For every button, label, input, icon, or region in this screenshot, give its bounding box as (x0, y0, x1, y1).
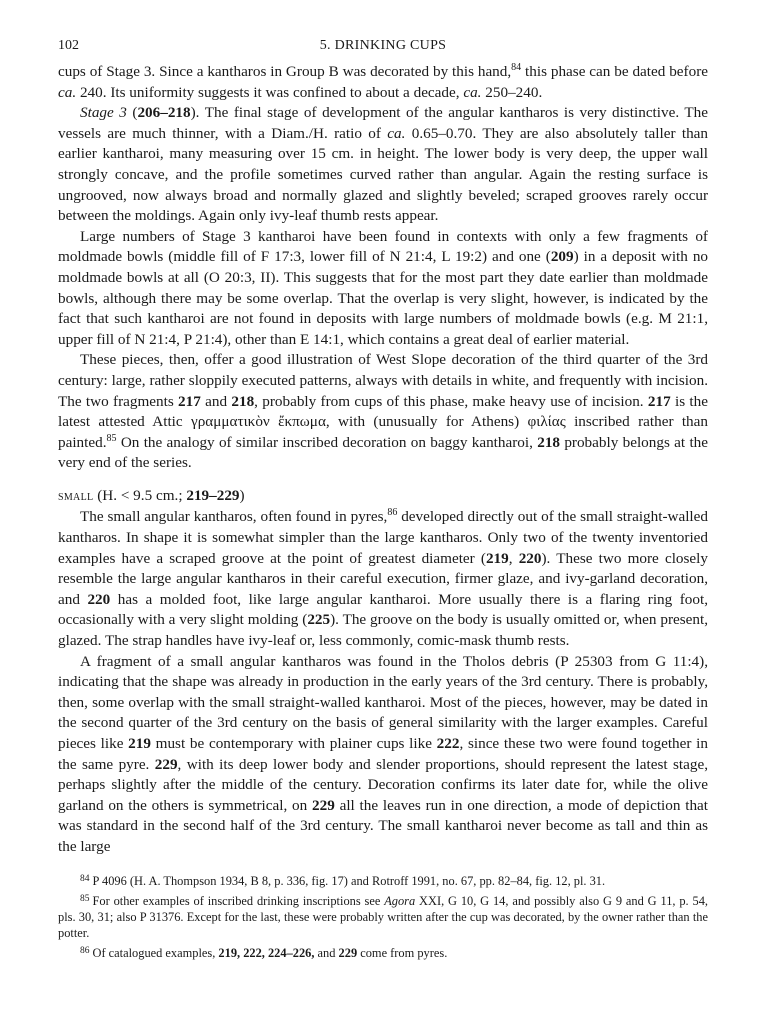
catalog-number: 218 (537, 433, 560, 451)
stage-heading: Stage 3 (80, 104, 127, 122)
footnotes (58, 873, 708, 961)
document-page (58, 36, 708, 965)
footnote-85: $^{85}$ For other examples of inscribed drinking inscriptions see Agora XXI, G 10, G 14, and possibly also G 9 and G 11, p. 54, pls. 30, 31; also P 31376. Except for the last, these were probably written after the cup was decorated, by the owner rather than the potter. (58, 893, 708, 940)
catalog-range: 206–218 (137, 104, 191, 122)
catalog-number: 219 (128, 735, 151, 752)
catalog-range: 219–229 (186, 486, 240, 504)
catalog-number: 225 (307, 611, 331, 629)
paragraph-stage3-intro: cups of Stage 3. Since a kantharos in Group B was decorated by this hand,$^{84}$ this phase can be dated before ca. 240. Its uniformity suggests it was confined to about a decade, ca. 250–240. (58, 62, 708, 101)
catalog-number: 217 (647, 392, 671, 410)
catalog-number: 229 (154, 755, 178, 773)
footnote-ref-84[interactable]: 84 (511, 62, 522, 73)
paragraph-contexts: Large numbers of Stage 3 kantharoi have been found in contexts with only a few fragments of moldmade bowls (middle fill of F 17:3, lower fill of N 21:4, L 19:2) and one (209) in a deposit with no moldmade bowls at all (O 20:3, II). This suggests that for the most part they date earlier than moldmade bowls, although there may be some overlap. That the overlap is very slight, however, is indicated by the fact that such kantharoi are not found in deposits with large numbers of moldmade bowls (e.g. M 21:1, upper fill of N 21:4, P 21:4), other than E 14:1, which contains a great deal of earlier material. (58, 227, 709, 348)
footnote-ref-85[interactable]: 85 (106, 432, 117, 444)
paragraph-small-kantharos: The small angular kantharos, often found in pyres,$^{86}$ developed directly out of the small straight-walled kantharos. In shape it is somewhat simpler than the large kantharos. Only two of the twenty inventoried examples have a scraped groove at the point of greatest diameter (219, 220). These two more closely resemble the large angular kantharos in their careful execution, firmer glaze, and ivy-garland decoration, and 220 has a molded foot, like large angular kantharoi. More usually there is a flaring ring foot, occasionally with a very slight molding (225). The groove on the body is usually omitted or, when present, glazed. The strap handles have ivy-leaf or, less commonly, comic-mask thumb rests. (58, 507, 709, 650)
catalog-number: 218 (231, 392, 255, 410)
page-number: 102 (58, 38, 79, 53)
catalog-number: 222 (436, 735, 460, 752)
running-head: 5. DRINKING CUPS (319, 38, 447, 53)
paragraph-west-slope: These pieces, then, offer a good illustration of West Slope decoration of the third quarter of the 3rd century: large, rather sloppily executed patterns, always with details in white, and frequently with incision. The two fragments 217 and 218, probably from cups of this phase, make heavy use of incision. 217 is the latest attested Attic γραμματικὸν ἔκπωμα, with (unusually for Athens) φιλίας inscribed rather than painted.$^{85}$ On the analogy of similar inscribed decoration on baggy kantharoi, 218 probably belongs at the very end of the series. (58, 351, 709, 472)
footnote-ref-86[interactable]: 86 (387, 507, 398, 519)
catalog-number: 209 (550, 248, 574, 266)
catalog-number: 220 (87, 590, 111, 608)
paragraph-tholos-fragment: A fragment of a small angular kantharos was found in the Tholos debris (P 25303 from G 11:4), indicating that the shape was already in production in the early years of the 3rd century. There is probably, then, some overlap with the small straight-walled kantharoi. Most of the pieces, however, may be dated in the second quarter of the 3rd century on the basis of general similarity with the larger examples. Careful pieces like 219 must be contemporary with plainer cups like 222, since these two were found together in the same pyre. 229, with its deep lower body and slender proportions, should represent the latest stage, perhaps slightly after the middle of the century. Decoration confirms its later date for, while the olive garland on the others is symmetrical, on 229 all the leaves run in one direction, a mode of depiction that was standard in the second half of the 3rd century. The small kantharoi never become as tall and thin as the large (58, 652, 708, 855)
catalog-number: 217 (178, 392, 201, 410)
catalog-number: 229 (312, 796, 335, 814)
paragraph-stage3: Stage 3 (206–218). The final stage of development of the angular kantharos is very distinctive. The vessels are much thinner, with a Diam./H. ratio of ca. 0.65–0.70. They are also absolutely taller than earlier kantharoi, many measuring over 15 cm. in height. The lower body is very deep, the upper wall strongly concave, and the profile sometimes curved rather than angular. Again the resting surface is ungrooved, now always broad and normally glazed and slightly beveled; scraped grooves rarely occur between the moldings. Again only ivy-leaf thumb rests appear. (58, 104, 708, 225)
catalog-number: 219 (485, 549, 509, 567)
page-header (58, 36, 708, 58)
footnote-84: $^{84}$ P 4096 (H. A. Thompson 1934, B 8, p. 336, fig. 17) and Rotroff 1991, no. 67, pp. 82–84, fig. 12, pl. 31. (80, 873, 606, 888)
catalog-number: 220 (518, 549, 542, 567)
section-heading-small: small (H. < 9.5 cm.; 219–229) (58, 486, 245, 504)
footnote-86: $^{86}$ Of catalogued examples, 219, 222, 224–226, and 229 come from pyres. (80, 945, 448, 960)
